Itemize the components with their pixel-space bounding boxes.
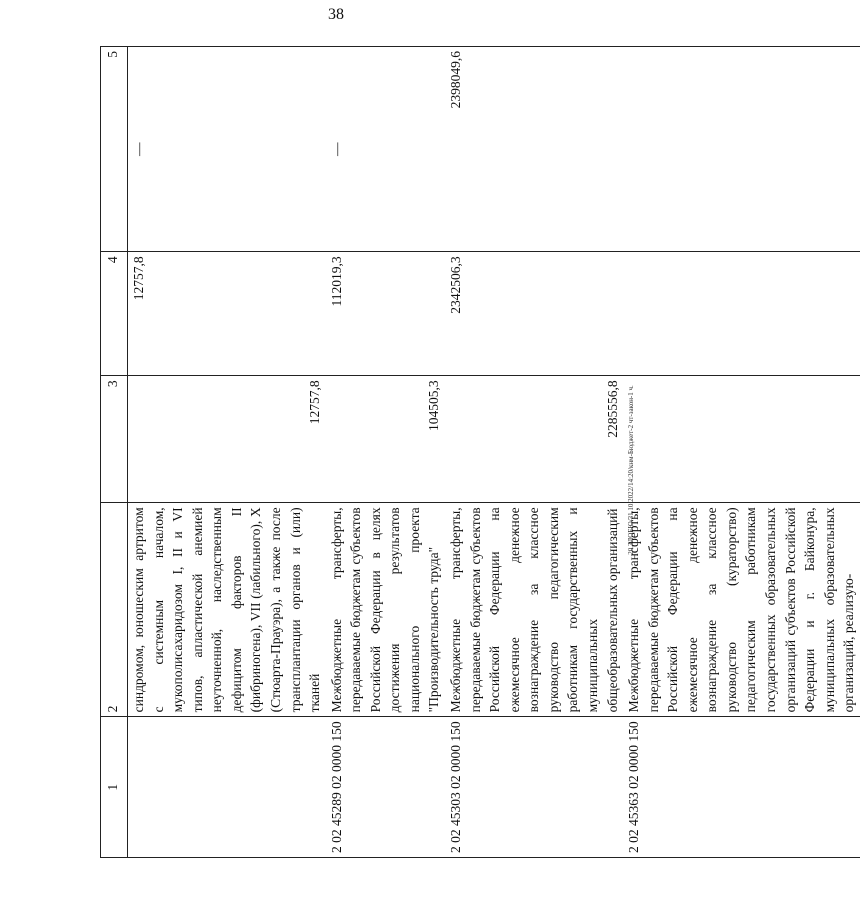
row-value-col5: 2398049,6 — [445, 47, 623, 252]
row-code: 2 02 45363 02 0000 150 — [623, 717, 860, 858]
row-value-col3 — [623, 376, 860, 503]
page-number: 38 — [328, 6, 344, 23]
row-code: 2 02 45303 02 0000 150 — [445, 717, 623, 858]
side-note-text: 20.3ЛОЕЮ/31.10.2022/14:20/кнм-Бюджет-2 чт-закон-1 ч. — [627, 385, 635, 555]
header-col-2: 2 — [101, 503, 128, 717]
header-col-4: 4 — [101, 252, 128, 376]
row-code — [128, 717, 326, 858]
row-value-col5 — [623, 47, 860, 252]
row-value-col4: 12757,8 — [128, 252, 326, 376]
row-value-col4 — [623, 252, 860, 376]
row-value-col4: 2342506,3 — [445, 252, 623, 376]
table-row — [326, 47, 445, 858]
table-header-row — [101, 47, 128, 858]
row-description: Межбюджетные трансферты, передаваемые бюджетам субъектов Российской Федерации на ежемесячное денежное вознаграждение за классное руководство педагогическим работникам государственных и муниципальных общеобразовательных организаций — [445, 503, 623, 717]
row-value-col3: 12757,8 — [128, 376, 326, 503]
row-description: синдромом, юношеским артритом с системным началом, мукополисахаридозом I, II и VI типов, апластической анемией неуточненной, наследственным дефицитом факторов II (фибриногена), VII (лабильного), X (Стюарта-Прауэра), а также после трансплантации органов и (или) тканей — [128, 503, 326, 717]
row-description: Межбюджетные трансферты, передаваемые бюджетам субъектов Российской Федерации на ежемесячное денежное вознаграждение за классное руководство (кураторство) педагогическим работникам государственных образовательных организаций субъектов Российской Федерации и г. Байконура, муниципальных образовательных организаций, реализую- — [623, 503, 860, 717]
row-value-col3: 2285556,8 — [445, 376, 623, 503]
row-value-col5: — — [128, 47, 326, 252]
row-code: 2 02 45289 02 0000 150 — [326, 717, 445, 858]
row-value-col3: 104505,3 — [326, 376, 445, 503]
row-value-col5: — — [326, 47, 445, 252]
row-value-col4: 112019,3 — [326, 252, 445, 376]
header-col-3: 3 — [101, 376, 128, 503]
table-row — [445, 47, 623, 858]
table-row — [128, 47, 326, 858]
row-description: Межбюджетные трансферты, передаваемые бюджетам субъектов Российской Федерации в целях достижения результатов национального проекта "Производительность труда" — [326, 503, 445, 717]
header-col-5: 5 — [101, 47, 128, 252]
table-row — [623, 47, 860, 858]
header-col-1: 1 — [101, 717, 128, 858]
